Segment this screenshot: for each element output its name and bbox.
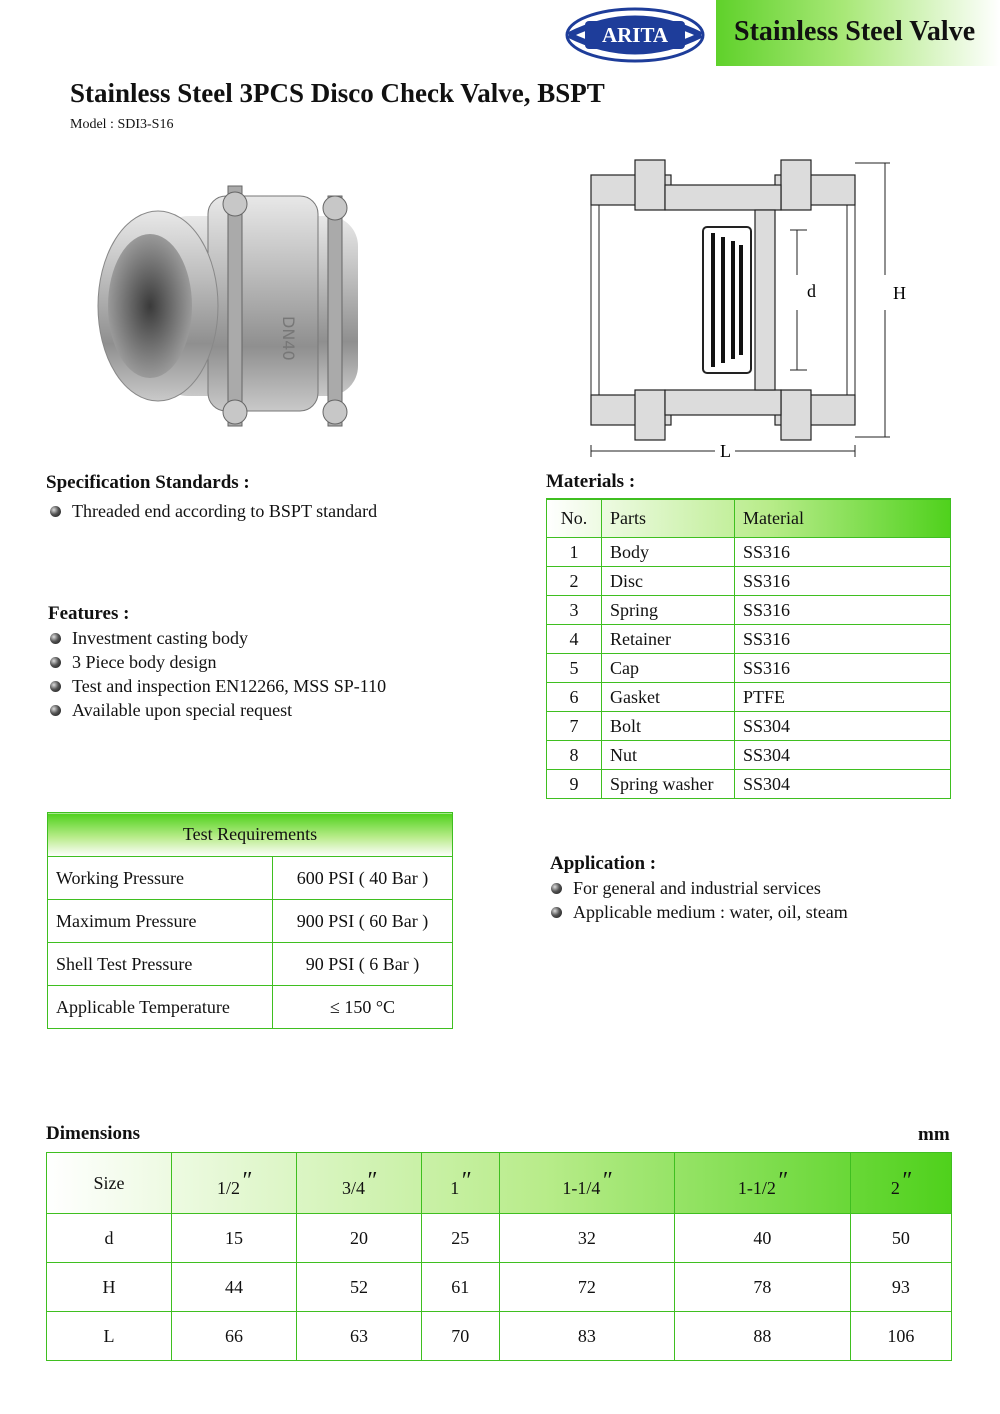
table-row: 4 Retainer SS316: [547, 625, 951, 654]
materials-header-row: [547, 499, 951, 538]
table-row: H 44 52 61 72 78 93: [47, 1263, 952, 1312]
size-header: 1-1/2″: [675, 1153, 851, 1214]
table-row: 5 Cap SS316: [547, 654, 951, 683]
dimensions-table: [46, 1152, 952, 1361]
column-header: Material: [735, 499, 951, 538]
test-heading: Test Requirements: [48, 813, 453, 857]
valve-section-drawing: [585, 155, 915, 465]
page-title: Stainless Steel 3PCS Disco Check Valve, BSPT: [70, 78, 605, 108]
brand-banner: [716, 0, 1000, 66]
table-row: 6 Gasket PTFE: [547, 683, 951, 712]
materials-table: [546, 498, 951, 799]
bullet-icon: [551, 883, 562, 894]
arita-logo: [565, 6, 705, 64]
valve-product-image: [88, 176, 378, 438]
features-list: [50, 626, 386, 722]
logo-text: ARITA: [601, 23, 669, 47]
drawing-label-d: d: [807, 281, 816, 301]
model-number: Model : SDI3-S16: [70, 117, 174, 132]
application-list: [551, 876, 848, 924]
feature-item: Investment casting body: [50, 626, 386, 650]
size-header: 2″: [850, 1153, 951, 1214]
size-header: 1/2″: [172, 1153, 297, 1214]
application-item: For general and industrial services: [551, 876, 848, 900]
dimensions-heading: Dimensions: [46, 1123, 140, 1144]
svg-text:DN40: DN40: [279, 316, 298, 361]
feature-item: 3 Piece body design: [50, 650, 386, 674]
drawing-label-l: L: [720, 441, 731, 461]
feature-item: Test and inspection EN12266, MSS SP-110: [50, 674, 386, 698]
table-row: 2 Disc SS316: [547, 567, 951, 596]
table-row: 3 Spring SS316: [547, 596, 951, 625]
size-header: 1″: [421, 1153, 499, 1214]
column-header: No.: [547, 499, 602, 538]
table-row: Maximum Pressure 900 PSI ( 60 Bar ): [48, 900, 453, 943]
test-header-row: [48, 813, 453, 857]
table-row: 8 Nut SS304: [547, 741, 951, 770]
size-header: 1-1/4″: [499, 1153, 675, 1214]
application-item: Applicable medium : water, oil, steam: [551, 900, 848, 924]
dimensions-header-row: [47, 1153, 952, 1214]
application-heading: Application :: [550, 853, 657, 874]
spec-heading: Specification Standards :: [46, 472, 250, 493]
table-row: Shell Test Pressure 90 PSI ( 6 Bar ): [48, 943, 453, 986]
table-row: 1 Body SS316: [547, 538, 951, 567]
column-header: Parts: [602, 499, 735, 538]
table-row: 9 Spring washer SS304: [547, 770, 951, 799]
features-heading: Features :: [48, 603, 130, 624]
bullet-icon: [50, 705, 61, 716]
spec-item: Threaded end according to BSPT standard: [50, 499, 377, 523]
table-row: Applicable Temperature ≤ 150 °C: [48, 986, 453, 1029]
test-requirements-table: [47, 812, 453, 1029]
bullet-icon: [50, 681, 61, 692]
size-label: Size: [47, 1153, 172, 1214]
size-header: 3/4″: [296, 1153, 421, 1214]
table-row: d 15 20 25 32 40 50: [47, 1214, 952, 1263]
table-row: Working Pressure 600 PSI ( 40 Bar ): [48, 857, 453, 900]
bullet-icon: [50, 657, 61, 668]
spec-list: [50, 499, 377, 523]
table-row: 7 Bolt SS304: [547, 712, 951, 741]
materials-heading: Materials :: [546, 471, 636, 492]
bullet-icon: [551, 907, 562, 918]
feature-item: Available upon special request: [50, 698, 386, 722]
drawing-label-h: H: [893, 283, 906, 303]
dimensions-unit: mm: [918, 1124, 950, 1145]
bullet-icon: [50, 633, 61, 644]
banner-title: Stainless Steel Valve: [734, 16, 976, 47]
table-row: L 66 63 70 83 88 106: [47, 1312, 952, 1361]
bullet-icon: [50, 506, 61, 517]
